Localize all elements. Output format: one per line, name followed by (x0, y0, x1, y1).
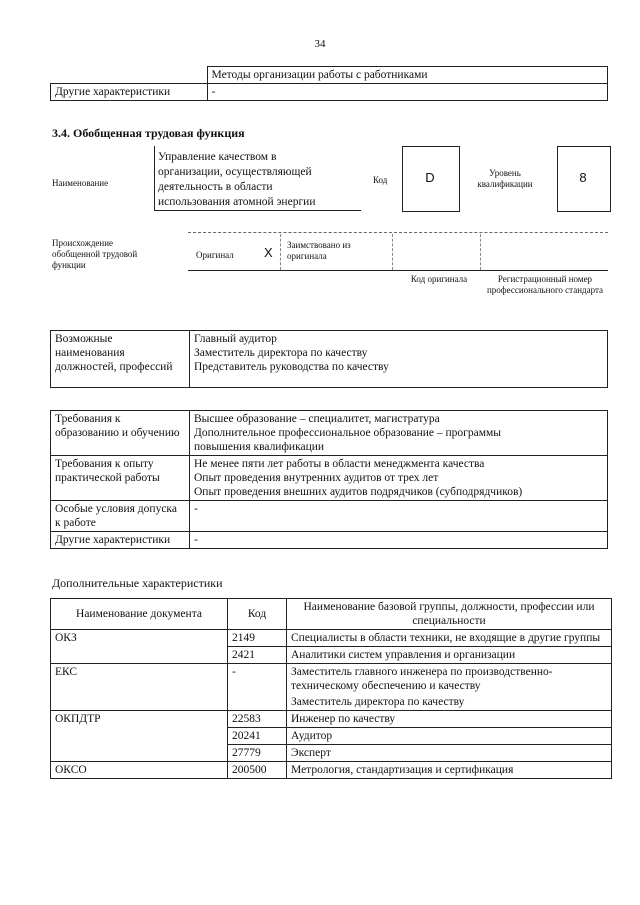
reg-number-label: Регистрационный номер профессионального стандарта (486, 274, 604, 295)
additional-title: Дополнительные характеристики (52, 576, 223, 590)
code-label: Код (373, 175, 388, 185)
row-doc: ОКПДТР (51, 711, 228, 728)
function-name-line: использования атомной энергии (158, 196, 316, 208)
positions-label: Возможные наименования должностей, профессий (51, 331, 190, 388)
function-name-line: Управление качеством в (158, 151, 277, 163)
row-doc (51, 728, 228, 745)
row-name: Заместитель директора по качеству (287, 694, 612, 711)
row-code: 27779 (228, 745, 287, 762)
education-line: Дополнительное профессиональное образование – программы (194, 427, 501, 439)
page-number: 34 (314, 38, 326, 50)
experience-line: Не менее пяти лет работы в области менеджмента качества (194, 458, 485, 470)
original-label: Оригинал (196, 250, 234, 260)
borrowed-divider (392, 234, 393, 270)
row-doc (51, 694, 228, 711)
section-title: 3.4. Обобщенная трудовая функция (52, 126, 245, 140)
original-divider (280, 234, 281, 270)
conditions-value: - (190, 501, 608, 532)
row-doc (51, 647, 228, 664)
other-characteristics-label: Другие характеристики (51, 84, 208, 101)
original-mark: X (264, 245, 273, 260)
row-code: 2421 (228, 647, 287, 664)
row-code: 2149 (228, 630, 287, 647)
level-value: 8 (579, 170, 587, 185)
row-doc: ОКСО (51, 762, 228, 779)
additional-table (50, 598, 612, 779)
row-doc (51, 745, 228, 762)
row-name: Инженер по качеству (287, 711, 612, 728)
row-name: Аудитор (287, 728, 612, 745)
row-code: 20241 (228, 728, 287, 745)
method-text: Методы организации работы с работниками (207, 67, 608, 84)
origin-top-border (188, 232, 608, 233)
row-code: 22583 (228, 711, 287, 728)
other-characteristics-value: - (207, 84, 608, 101)
experience-label: Требования к опыту практической работы (51, 456, 190, 501)
function-name-line: организации, осуществляющей (158, 166, 312, 178)
level-label: Уровень квалификации (477, 168, 533, 189)
borrowed-label: Заимствовано из оригинала (287, 240, 351, 261)
requirements-table (50, 410, 608, 549)
origin-label: Происхождение обобщенной трудовой функции (52, 238, 138, 270)
experience-line: Опыт проведения внутренних аудитов от трех лет (194, 472, 439, 484)
position-item: Представитель руководства по качеству (194, 361, 389, 373)
function-name-text (158, 150, 363, 210)
row-name: Метрология, стандартизация и сертификация (287, 762, 612, 779)
education-line: Высшее образование – специалитет, магистратура (194, 413, 440, 425)
function-name-line: деятельность в области (158, 181, 273, 193)
top-table-empty-cell (51, 67, 208, 84)
other-label: Другие характеристики (51, 532, 190, 549)
positions-list (190, 331, 608, 388)
row-code: 200500 (228, 762, 287, 779)
row-doc: ОКЗ (51, 630, 228, 647)
code-value: D (425, 170, 435, 185)
top-table (50, 66, 608, 101)
row-code: - (228, 664, 287, 695)
header-code: Код (228, 599, 287, 630)
row-code (228, 694, 287, 711)
code-original-label: Код оригинала (410, 274, 468, 284)
conditions-label: Особые условия допуска к работе (51, 501, 190, 532)
other-value: - (190, 532, 608, 549)
positions-table (50, 330, 608, 388)
education-label: Требования к образованию и обучению (51, 411, 190, 456)
row-name: Эксперт (287, 745, 612, 762)
code-original-divider (480, 234, 481, 270)
row-name: Специалисты в области техники, не входящие в другие группы (287, 630, 612, 647)
row-doc: ЕКС (51, 664, 228, 695)
position-item: Главный аудитор (194, 333, 277, 345)
header-doc: Наименование документа (51, 599, 228, 630)
row-name: Аналитики систем управления и организации (287, 647, 612, 664)
row-name: Заместитель главного инженера по производственно-техническому обеспечению и качеству (287, 664, 612, 695)
function-name-label: Наименование (52, 178, 109, 188)
education-value (190, 411, 608, 456)
experience-line: Опыт проведения внешних аудитов подрядчиков (субподрядчиков) (194, 486, 523, 498)
education-line: повышения квалификации (194, 441, 325, 453)
position-item: Заместитель директора по качеству (194, 347, 368, 359)
origin-bottom-border (188, 270, 608, 271)
experience-value (190, 456, 608, 501)
header-name: Наименование базовой группы, должности, профессии или специальности (287, 599, 612, 630)
